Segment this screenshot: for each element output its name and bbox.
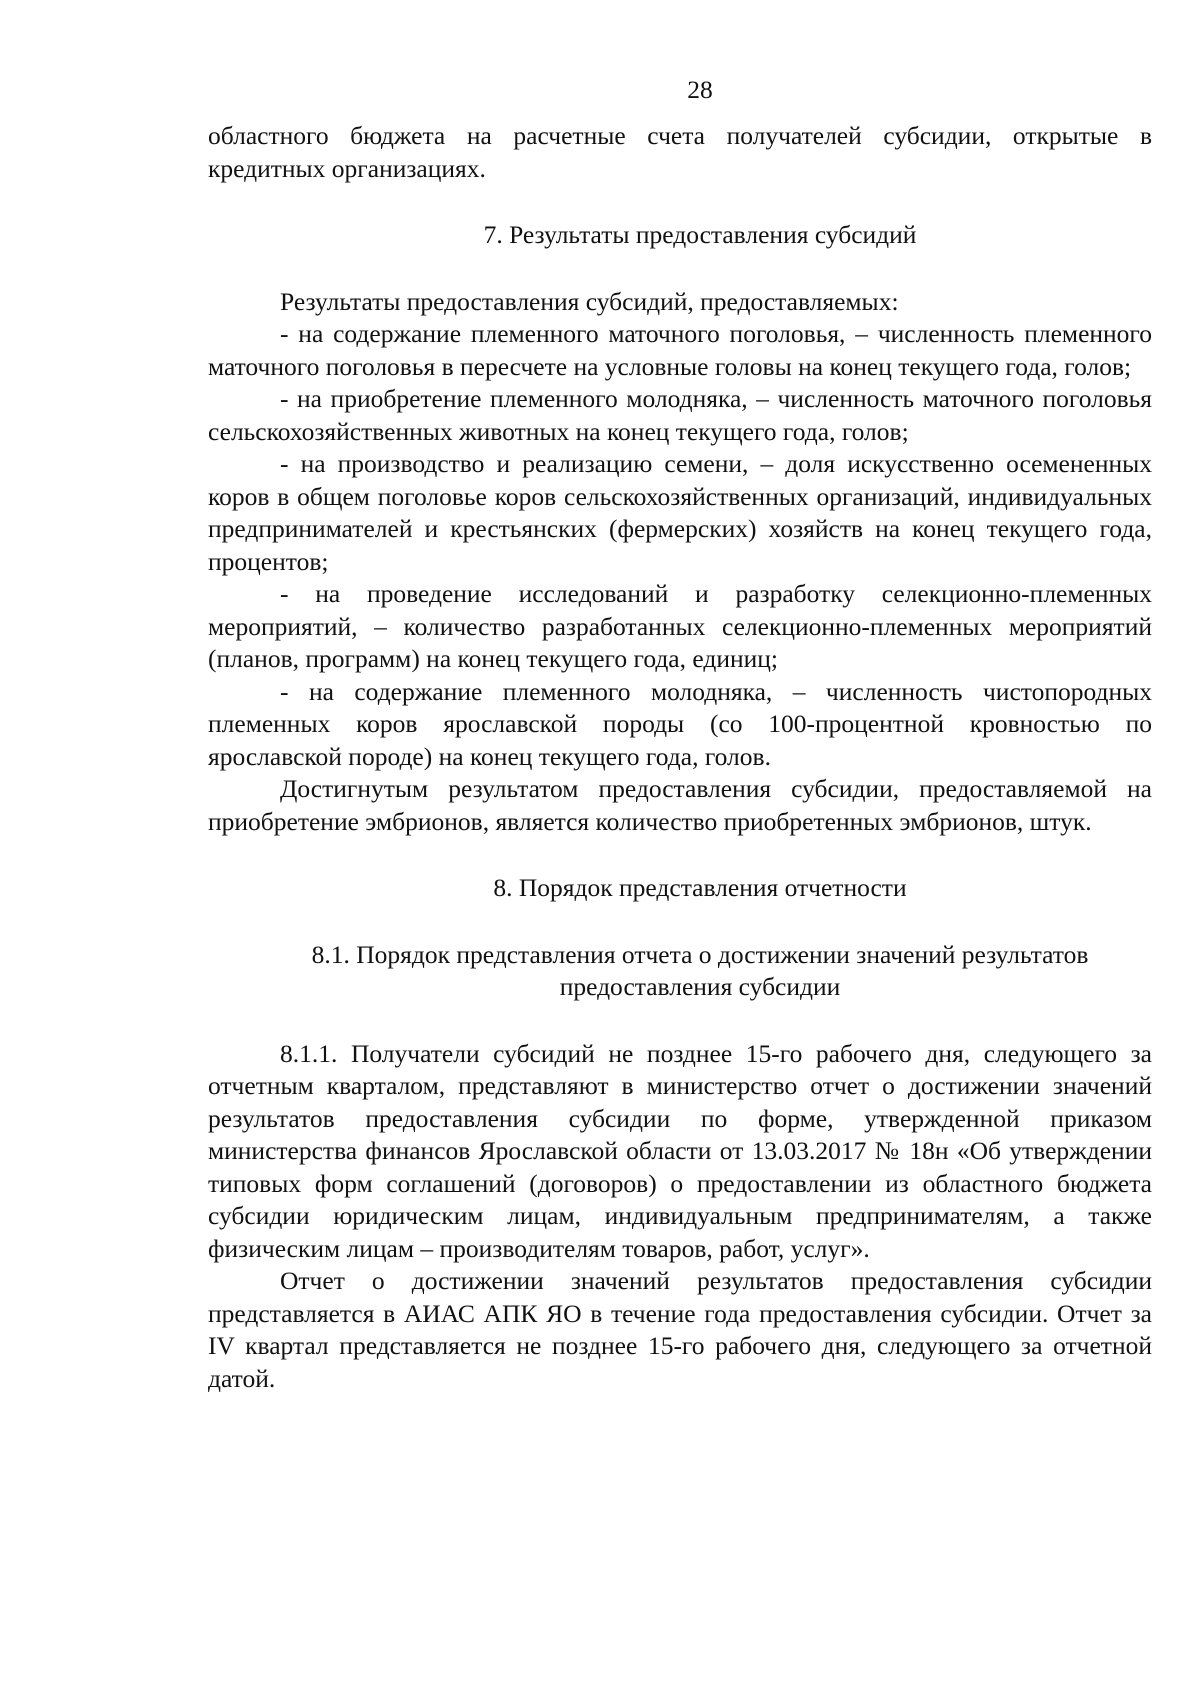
result-item-semen-production: - на производство и реализацию семени, – доля искусственно осемененных коров в общем поголовье коров сельскохозяйственных организаций, индивидуальных предпринимателей и крестьянских (фермерских) хозяйств на конец текущего года, процентов;: [208, 449, 1152, 576]
section-8-1-heading: 8.1. Порядок представления отчета о достижении значений результатов предоставления субсидии: [311, 939, 1089, 1001]
results-intro: Результаты предоставления субсидий, предоставляемых:: [280, 286, 899, 316]
paragraph-8-1-1: 8.1.1. Получатели субсидий не позднее 15-го рабочего дня, следующего за отчетным кварталом, представляют в министерство отчет о достижении значений результатов предоставления субсидии по форме, утвержденной приказом министерства финансов Ярославской области от 13.03.2017 № 18н «Об утверждении типовых форм соглашений (договоров) о предоставлении из областного бюджета субсидии юридическим лицам, индивидуальным предпринимателям, а также физическим лицам – производителям товаров, работ, услуг».: [208, 1038, 1152, 1263]
result-item-young-stock-purchase: - на приобретение племенного молодняка, – численность маточного поголовья сельскохозяйственных животных на конец текущего года, голов;: [208, 384, 1152, 446]
paragraph-continuation: областного бюджета на расчетные счета получателей субсидии, открытые в кредитных организациях.: [208, 121, 1152, 183]
section-7-heading: 7. Результаты предоставления субсидий: [483, 220, 917, 249]
section-8-heading: 8. Порядок представления отчетности: [493, 873, 907, 902]
page-number: 28: [687, 75, 713, 104]
document-page: [208, 70, 1152, 1395]
result-item-young-stock-maintenance: - на содержание племенного молодняка, – численность чистопородных племенных коров ярославской породы (со 100-процентной кровностью по ярославской породе) на конец текущего года, голов.: [208, 676, 1152, 771]
result-item-research: - на проведение исследований и разработку селекционно-племенных мероприятий, – количество разработанных селекционно-племенных мероприятий (планов, программ) на конец текущего года, единиц;: [208, 579, 1152, 673]
paragraph-report-submission: Отчет о достижении значений результатов предоставления субсидии представляется в АИАС АПК ЯО в течение года предоставления субсидии. Отчет за IV квартал представляется не позднее 15-го рабочего дня, следующего за отчетной датой.: [208, 1266, 1152, 1393]
result-item-breeding-stock: - на содержание племенного маточного поголовья, – численность племенного маточного поголовья в пересчете на условные головы на конец текущего года, голов;: [208, 319, 1152, 381]
result-embryos: Достигнутым результатом предоставления субсидии, предоставляемой на приобретение эмбрионов, является количество приобретенных эмбрионов, штук.: [208, 774, 1152, 836]
